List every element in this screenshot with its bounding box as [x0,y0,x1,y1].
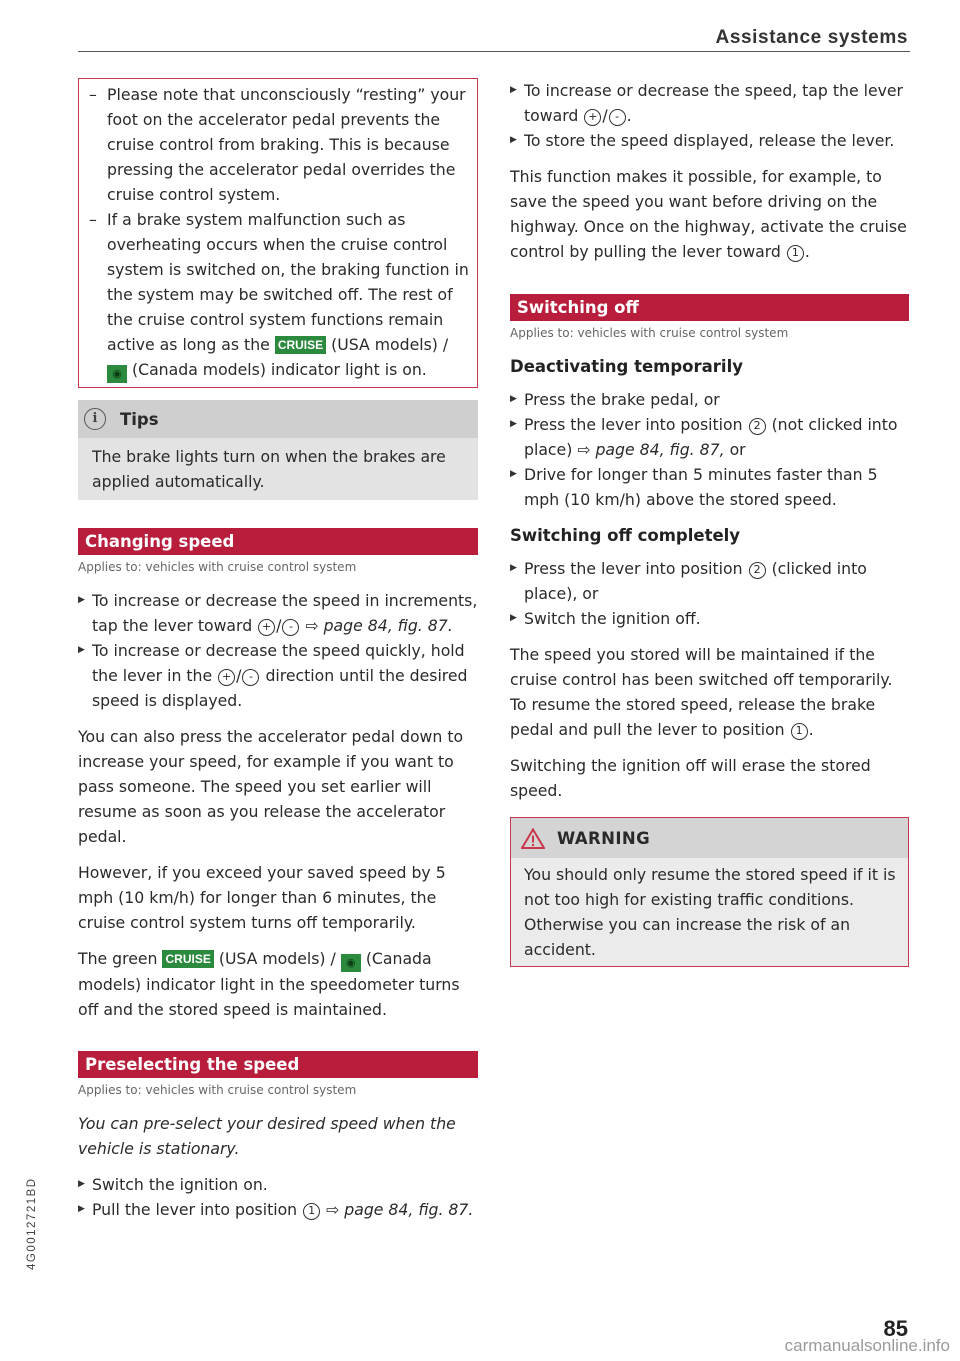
page-header [78,24,910,52]
bullet-text: . [626,106,632,125]
page-number: 85 [883,1316,908,1341]
bullet-list [78,588,478,713]
bullet-item [510,412,909,462]
bullet-text: Pull the lever into position [92,1200,298,1219]
bullet-item: ▶ Drive for longer than 5 minutes faster than 5 mph (10 km/h) above the stored speed. [510,462,909,512]
bullet-item: ▶ Switch the ignition off. [510,606,909,631]
paragraph-text: The speed you stored will be maintained if the cruise control has been switched off temporarily. To resume the stored speed, release the brake pedal and pull the lever to position [510,645,893,739]
bullet-text: To increase or decrease the speed, tap the lever toward [524,81,903,125]
bullet-item [78,638,478,713]
position-1-icon: 1 [787,245,804,262]
plus-icon: + [218,669,235,686]
tips-box [78,400,478,500]
warning-triangle-icon [521,828,545,849]
position-1-icon: 1 [303,1203,320,1220]
minus-icon: - [282,619,299,636]
cruise-indicator-icon: CRUISE [162,950,213,968]
paragraph-text: (USA models) / [218,949,336,968]
canada-cruise-indicator-icon: ◉ [107,365,127,383]
bullet-list [78,1172,478,1222]
paragraph-text: . [804,242,810,261]
bullet-item [510,78,909,128]
paragraph: Switching the ignition off will erase the stored speed. [510,756,871,800]
bullet-text: (not clicked into place) [524,415,898,459]
separator: / [602,106,608,125]
note-item: – Please note that unconsciously “resting” your foot on the accelerator pedal prevents the cruise control from braking. This is because pressing the accelerator pedal overrides the cruise control system. [79,82,469,207]
bullet-item: ▶ To store the speed displayed, release the lever. [510,128,909,153]
bullet-item [510,556,909,606]
document-code: 4G0012721BD [26,1177,38,1270]
warning-box [510,817,909,967]
paragraph-text: This function makes it possible, for example, to save the speed you want before driving on the highway. Once on the highway, activate the cruise control by pulling the lever toward [510,167,907,261]
note-text: (Canada models) indicator light is on. [132,360,427,379]
separator: / [236,666,242,685]
section-title-switching-off: Switching off [510,294,909,321]
bullet-item [78,588,478,638]
page-reference-link[interactable]: ⇨ page 84, fig. 87. [305,616,453,635]
bullet-item [78,1197,478,1222]
position-2-icon: 2 [749,418,766,435]
position-2-icon: 2 [749,562,766,579]
left-column [78,78,478,1233]
plus-icon: + [258,619,275,636]
header-title: Assistance systems [715,27,908,48]
paragraph [510,164,909,264]
warning-body: You should only resume the stored speed if it is not too high for existing traffic conditions. Otherwise you can increase the risk of an accident. [524,865,896,959]
bullet-text: To increase or decrease the speed quickly, hold the lever in the [92,641,465,685]
note-text: (USA models) / [331,335,449,354]
note-box [78,78,478,388]
tips-title: Tips [120,409,159,429]
bullet-text: or [729,440,746,459]
paragraph [78,946,478,1022]
tips-header [78,400,478,438]
minus-icon: - [242,669,259,686]
bullet-item: ▶ Press the brake pedal, or [510,387,909,412]
bullet-text: Press the lever into position [524,415,743,434]
subheading-switching-off-completely: Switching off completely [510,526,741,545]
section-title-changing-speed: Changing speed [78,528,478,555]
note-item [79,207,469,383]
paragraph-text: . [808,720,814,739]
section-title-preselecting: Preselecting the speed [78,1051,478,1078]
info-icon: i [84,408,106,430]
separator: / [276,616,282,635]
bullet-list [510,556,909,631]
bullet-list [510,387,909,512]
bullet-text: (clicked into place), or [524,559,867,603]
position-1-icon: 1 [791,723,808,740]
subheading-deactivating: Deactivating temporarily [510,357,743,376]
note-text: If a brake system malfunction such as overheating occurs when the cruise control system is switched on, the braking function in the system may be switched off. The rest of the cruise control system functions remain active as long as the [107,210,469,354]
plus-icon: + [584,109,601,126]
paragraph: You can also press the accelerator pedal down to increase your speed, for example if you want to pass someone. The speed you set earlier will resume as soon as you release the accelerator pedal. [78,727,464,846]
paragraph-text: (Canada models) indicator light in the speedometer turns off and the stored speed is maintained. [78,949,460,1019]
applies-to: Applies to: vehicles with cruise control system [78,560,357,574]
minus-icon: - [609,109,626,126]
section-intro: You can pre-select your desired speed when the vehicle is stationary. [78,1114,456,1158]
bullet-text: To increase or decrease the speed in increments, tap the lever toward [92,591,478,635]
right-column [510,78,909,967]
bullet-item: ▶ Switch the ignition on. [78,1172,478,1197]
tips-body: The brake lights turn on when the brakes are applied automatically. [92,447,446,491]
paragraph-text: The green [78,949,158,968]
warning-title: WARNING [557,828,651,848]
watermark: carmanualsonline.info [784,1336,950,1355]
bullet-text: direction until the desired speed is displayed. [92,666,468,710]
canada-cruise-indicator-icon: ◉ [341,954,361,972]
warning-header [511,818,908,858]
page-reference-link[interactable]: ⇨ page 84, fig. 87, [577,440,725,459]
applies-to: Applies to: vehicles with cruise control system [78,1083,357,1097]
applies-to: Applies to: vehicles with cruise control system [510,326,789,340]
paragraph: However, if you exceed your saved speed by 5 mph (10 km/h) for longer than 6 minutes, the cruise control system turns off temporarily. [78,863,446,932]
page-reference-link[interactable]: ⇨ page 84, fig. 87. [326,1200,474,1219]
bullet-text: Press the lever into position [524,559,743,578]
paragraph [510,642,909,742]
bullet-list [510,78,909,153]
cruise-indicator-icon: CRUISE [275,336,326,354]
